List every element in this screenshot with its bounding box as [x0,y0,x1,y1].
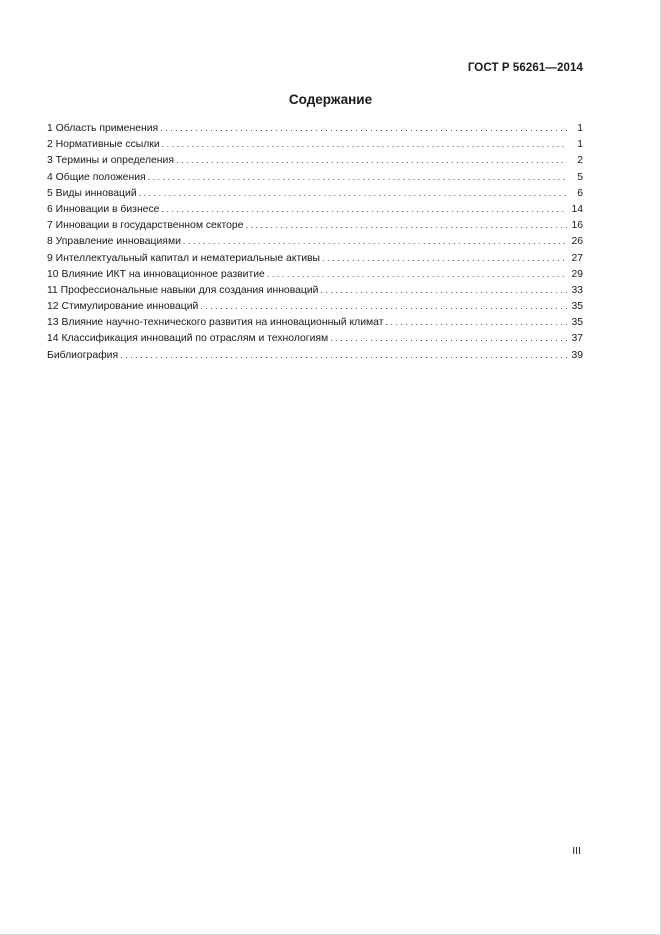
toc-entry-page: 2 [577,155,583,167]
toc-entry[interactable] [47,136,583,152]
toc-entry[interactable] [47,217,583,233]
toc-entry[interactable] [47,185,583,201]
toc-entry-label: 10 Влияние ИКТ на инновационное развитие [47,268,265,280]
toc-dot-leader [160,120,567,136]
toc-dot-leader [245,217,567,233]
toc-entry-label: 1 Область применения [47,123,159,134]
toc-entry[interactable] [47,282,583,298]
table-of-contents [47,120,583,363]
toc-entry-label: 12 Стимулирование инноваций [47,301,199,313]
toc-dot-leader [330,330,567,346]
page-number: III [572,845,581,857]
toc-entry-page: 35 [571,317,583,329]
toc-entry-page: 26 [571,236,583,248]
toc-entry[interactable] [47,298,583,314]
toc-entry[interactable] [47,233,583,249]
toc-entry-page: 1 [577,123,583,134]
toc-entry-page: 5 [577,171,583,183]
toc-entry-label: 2 Нормативные ссылки [47,139,160,151]
toc-entry-label: 11 Профессиональные навыки для создания инноваций [47,284,319,296]
toc-dot-leader [267,266,567,282]
toc-entry-label: Библиография [47,349,119,361]
toc-dot-leader [161,201,567,217]
toc-entry[interactable] [47,152,583,168]
toc-entry[interactable] [47,201,583,217]
toc-entry-page: 14 [571,203,583,215]
toc-entry-page: 39 [571,349,583,361]
toc-dot-leader [139,185,567,201]
toc-entry-label: 6 Инновации в бизнесе [47,203,160,215]
toc-entry-label: 8 Управление инновациями [47,236,181,248]
toc-entry-label: 14 Классификация инноваций по отраслям и технологиям [47,333,329,345]
toc-entry-page: 27 [571,252,583,264]
toc-entry-page: 1 [577,139,583,151]
toc-entry-page: 29 [571,268,583,280]
toc-entry-label: 3 Термины и определения [47,155,174,167]
toc-entry-page: 37 [571,333,583,345]
toc-entry[interactable] [47,120,583,136]
toc-entry[interactable] [47,169,583,185]
toc-entry-label: 4 Общие положения [47,171,146,183]
toc-dot-leader [385,314,567,330]
toc-entry-page: 6 [577,187,583,199]
toc-entry[interactable] [47,250,583,266]
toc-dot-leader [200,298,567,314]
toc-dot-leader [183,233,567,249]
toc-entry[interactable] [47,314,583,330]
toc-entry-label: 7 Инновации в государственном секторе [47,220,244,232]
toc-dot-leader [320,282,567,298]
toc-entry-page: 33 [571,284,583,296]
toc-entry-label: 9 Интеллектуальный капитал и нематериальные активы [47,252,321,264]
toc-dot-leader [322,250,567,266]
toc-dot-leader [162,136,567,152]
document-code: ГОСТ Р 56261—2014 [467,62,583,74]
toc-dot-leader [176,152,567,168]
toc-entry-page: 16 [571,220,583,232]
toc-entry[interactable] [47,266,583,282]
toc-entry-label: 5 Виды инноваций [47,187,137,199]
toc-dot-leader [120,347,567,363]
toc-entry-label: 13 Влияние научно-технического развития на инновационный климат [47,317,384,329]
toc-entry-page: 35 [571,301,583,313]
toc-title: Содержание [288,92,373,107]
toc-entry[interactable] [47,330,583,346]
toc-dot-leader [148,169,567,185]
toc-entry[interactable] [47,347,583,363]
